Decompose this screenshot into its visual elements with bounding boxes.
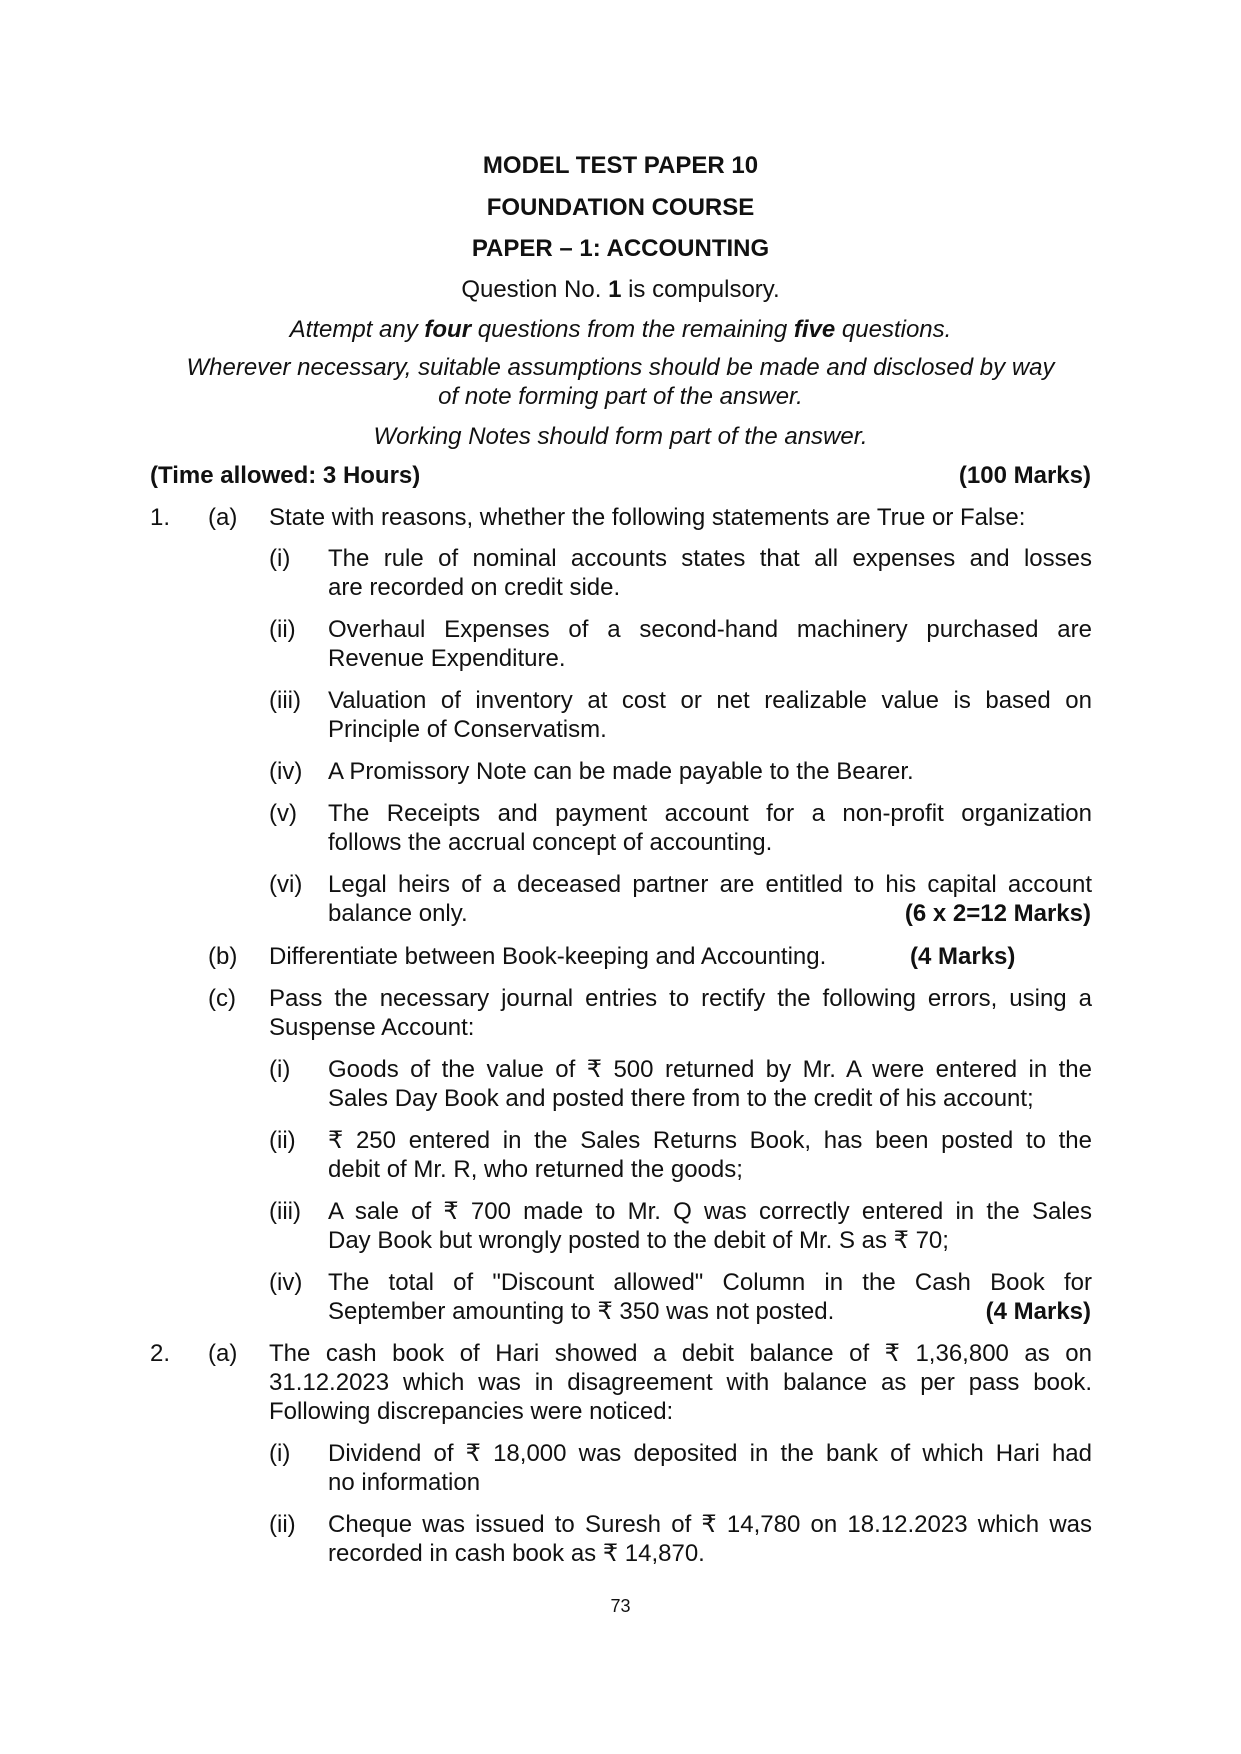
q1a-item-number: (ii) bbox=[269, 616, 296, 643]
q1a-item-line: balance only. bbox=[328, 900, 468, 927]
q1c-item-line: Sales Day Book and posted there from to the credit of his account; bbox=[328, 1085, 1034, 1112]
q2a-item-line: recorded in cash book as ₹ 14,870. bbox=[328, 1540, 705, 1567]
total-marks: (100 Marks) bbox=[958, 462, 1091, 489]
paper-name: PAPER – 1: ACCOUNTING bbox=[471, 235, 770, 262]
q2a-label: (a) bbox=[208, 1340, 238, 1367]
page-number: 73 bbox=[610, 1596, 631, 1616]
q2a-text-line: Following discrepancies were noticed: bbox=[269, 1398, 674, 1425]
q1c-item-line: September amounting to ₹ 350 was not posted. bbox=[328, 1298, 835, 1325]
attempt-instruction: Attempt any four questions from the remaining five questions. bbox=[289, 316, 952, 343]
q1c-item-line: The total of "Discount allowed" Column in the Cash Book for bbox=[328, 1269, 1092, 1296]
q1a-item-line: are recorded on credit side. bbox=[328, 574, 621, 601]
q1a-item-number: (vi) bbox=[269, 871, 303, 898]
q1c-item-number: (ii) bbox=[269, 1127, 296, 1154]
q1a-item-number: (iv) bbox=[269, 758, 303, 785]
q1c-text-line: Suspense Account: bbox=[269, 1014, 475, 1041]
q2a-text-line: The cash book of Hari showed a debit balance of ₹ 1,36,800 as on bbox=[269, 1340, 1092, 1367]
question-2-number: 2. bbox=[150, 1340, 171, 1367]
assumptions-line-2: of note forming part of the answer. bbox=[438, 383, 803, 410]
q1c-label: (c) bbox=[208, 985, 236, 1012]
q1c-item-number: (iv) bbox=[269, 1269, 303, 1296]
q2a-item-line: Dividend of ₹ 18,000 was deposited in the bank of which Hari had bbox=[328, 1440, 1092, 1467]
q1a-item-line: follows the accrual concept of accounting. bbox=[328, 829, 773, 856]
q1a-item-number: (v) bbox=[269, 800, 297, 827]
q2a-item-number: (ii) bbox=[269, 1511, 296, 1538]
compulsory-instruction: Question No. 1 is compulsory. bbox=[461, 276, 780, 303]
paper-title: MODEL TEST PAPER 10 bbox=[482, 152, 759, 179]
q1a-item-line: The rule of nominal accounts states that all expenses and losses bbox=[328, 545, 1092, 572]
q1a-item-line: Legal heirs of a deceased partner are entitled to his capital account bbox=[328, 871, 1092, 898]
question-1-number: 1. bbox=[150, 504, 171, 531]
q1c-item-line: Day Book but wrongly posted to the debit of Mr. S as ₹ 70; bbox=[328, 1227, 949, 1254]
q1a-marks: (6 x 2=12 Marks) bbox=[904, 900, 1091, 927]
q1a-item-line: Principle of Conservatism. bbox=[328, 716, 607, 743]
q1b-text: Differentiate between Book-keeping and Accounting. bbox=[269, 943, 827, 970]
assumptions-line-1: Wherever necessary, suitable assumptions should be made and disclosed by way bbox=[186, 354, 1055, 381]
q1b-marks: (4 Marks) bbox=[910, 943, 1016, 970]
q1a-item-number: (i) bbox=[269, 545, 291, 572]
q1a-item-line: The Receipts and payment account for a non-profit organization bbox=[328, 800, 1092, 827]
working-notes-instruction: Working Notes should form part of the answer. bbox=[373, 423, 868, 450]
q1a-item-line: Revenue Expenditure. bbox=[328, 645, 566, 672]
q1c-item-line: ₹ 250 entered in the Sales Returns Book, has been posted to the bbox=[328, 1127, 1092, 1154]
q1a-label: (a) bbox=[208, 504, 238, 531]
q1c-item-line: Goods of the value of ₹ 500 returned by Mr. A were entered in the bbox=[328, 1056, 1092, 1083]
q2a-item-line: Cheque was issued to Suresh of ₹ 14,780 on 18.12.2023 which was bbox=[328, 1511, 1092, 1538]
q1c-item-line: A sale of ₹ 700 made to Mr. Q was correctly entered in the Sales bbox=[328, 1198, 1092, 1225]
q1c-item-number: (iii) bbox=[269, 1198, 301, 1225]
q2a-text-line: 31.12.2023 which was in disagreement with balance as per pass book. bbox=[269, 1369, 1092, 1396]
q1c-marks: (4 Marks) bbox=[985, 1298, 1091, 1325]
q1c-item-number: (i) bbox=[269, 1056, 291, 1083]
q1b-label: (b) bbox=[208, 943, 238, 970]
course-name: FOUNDATION COURSE bbox=[486, 194, 755, 221]
q1a-item-number: (iii) bbox=[269, 687, 301, 714]
q1c-item-line: debit of Mr. R, who returned the goods; bbox=[328, 1156, 743, 1183]
q2a-item-number: (i) bbox=[269, 1440, 291, 1467]
q1a-item-line: A Promissory Note can be made payable to the Bearer. bbox=[328, 758, 914, 785]
q1a-text: State with reasons, whether the following statements are True or False: bbox=[269, 504, 1026, 531]
time-allowed: (Time allowed: 3 Hours) bbox=[150, 462, 421, 489]
q2a-item-line: no information bbox=[328, 1469, 481, 1496]
q1a-item-line: Valuation of inventory at cost or net realizable value is based on bbox=[328, 687, 1092, 714]
q1c-text-line: Pass the necessary journal entries to rectify the following errors, using a bbox=[269, 985, 1092, 1012]
q1a-item-line: Overhaul Expenses of a second-hand machinery purchased are bbox=[328, 616, 1092, 643]
